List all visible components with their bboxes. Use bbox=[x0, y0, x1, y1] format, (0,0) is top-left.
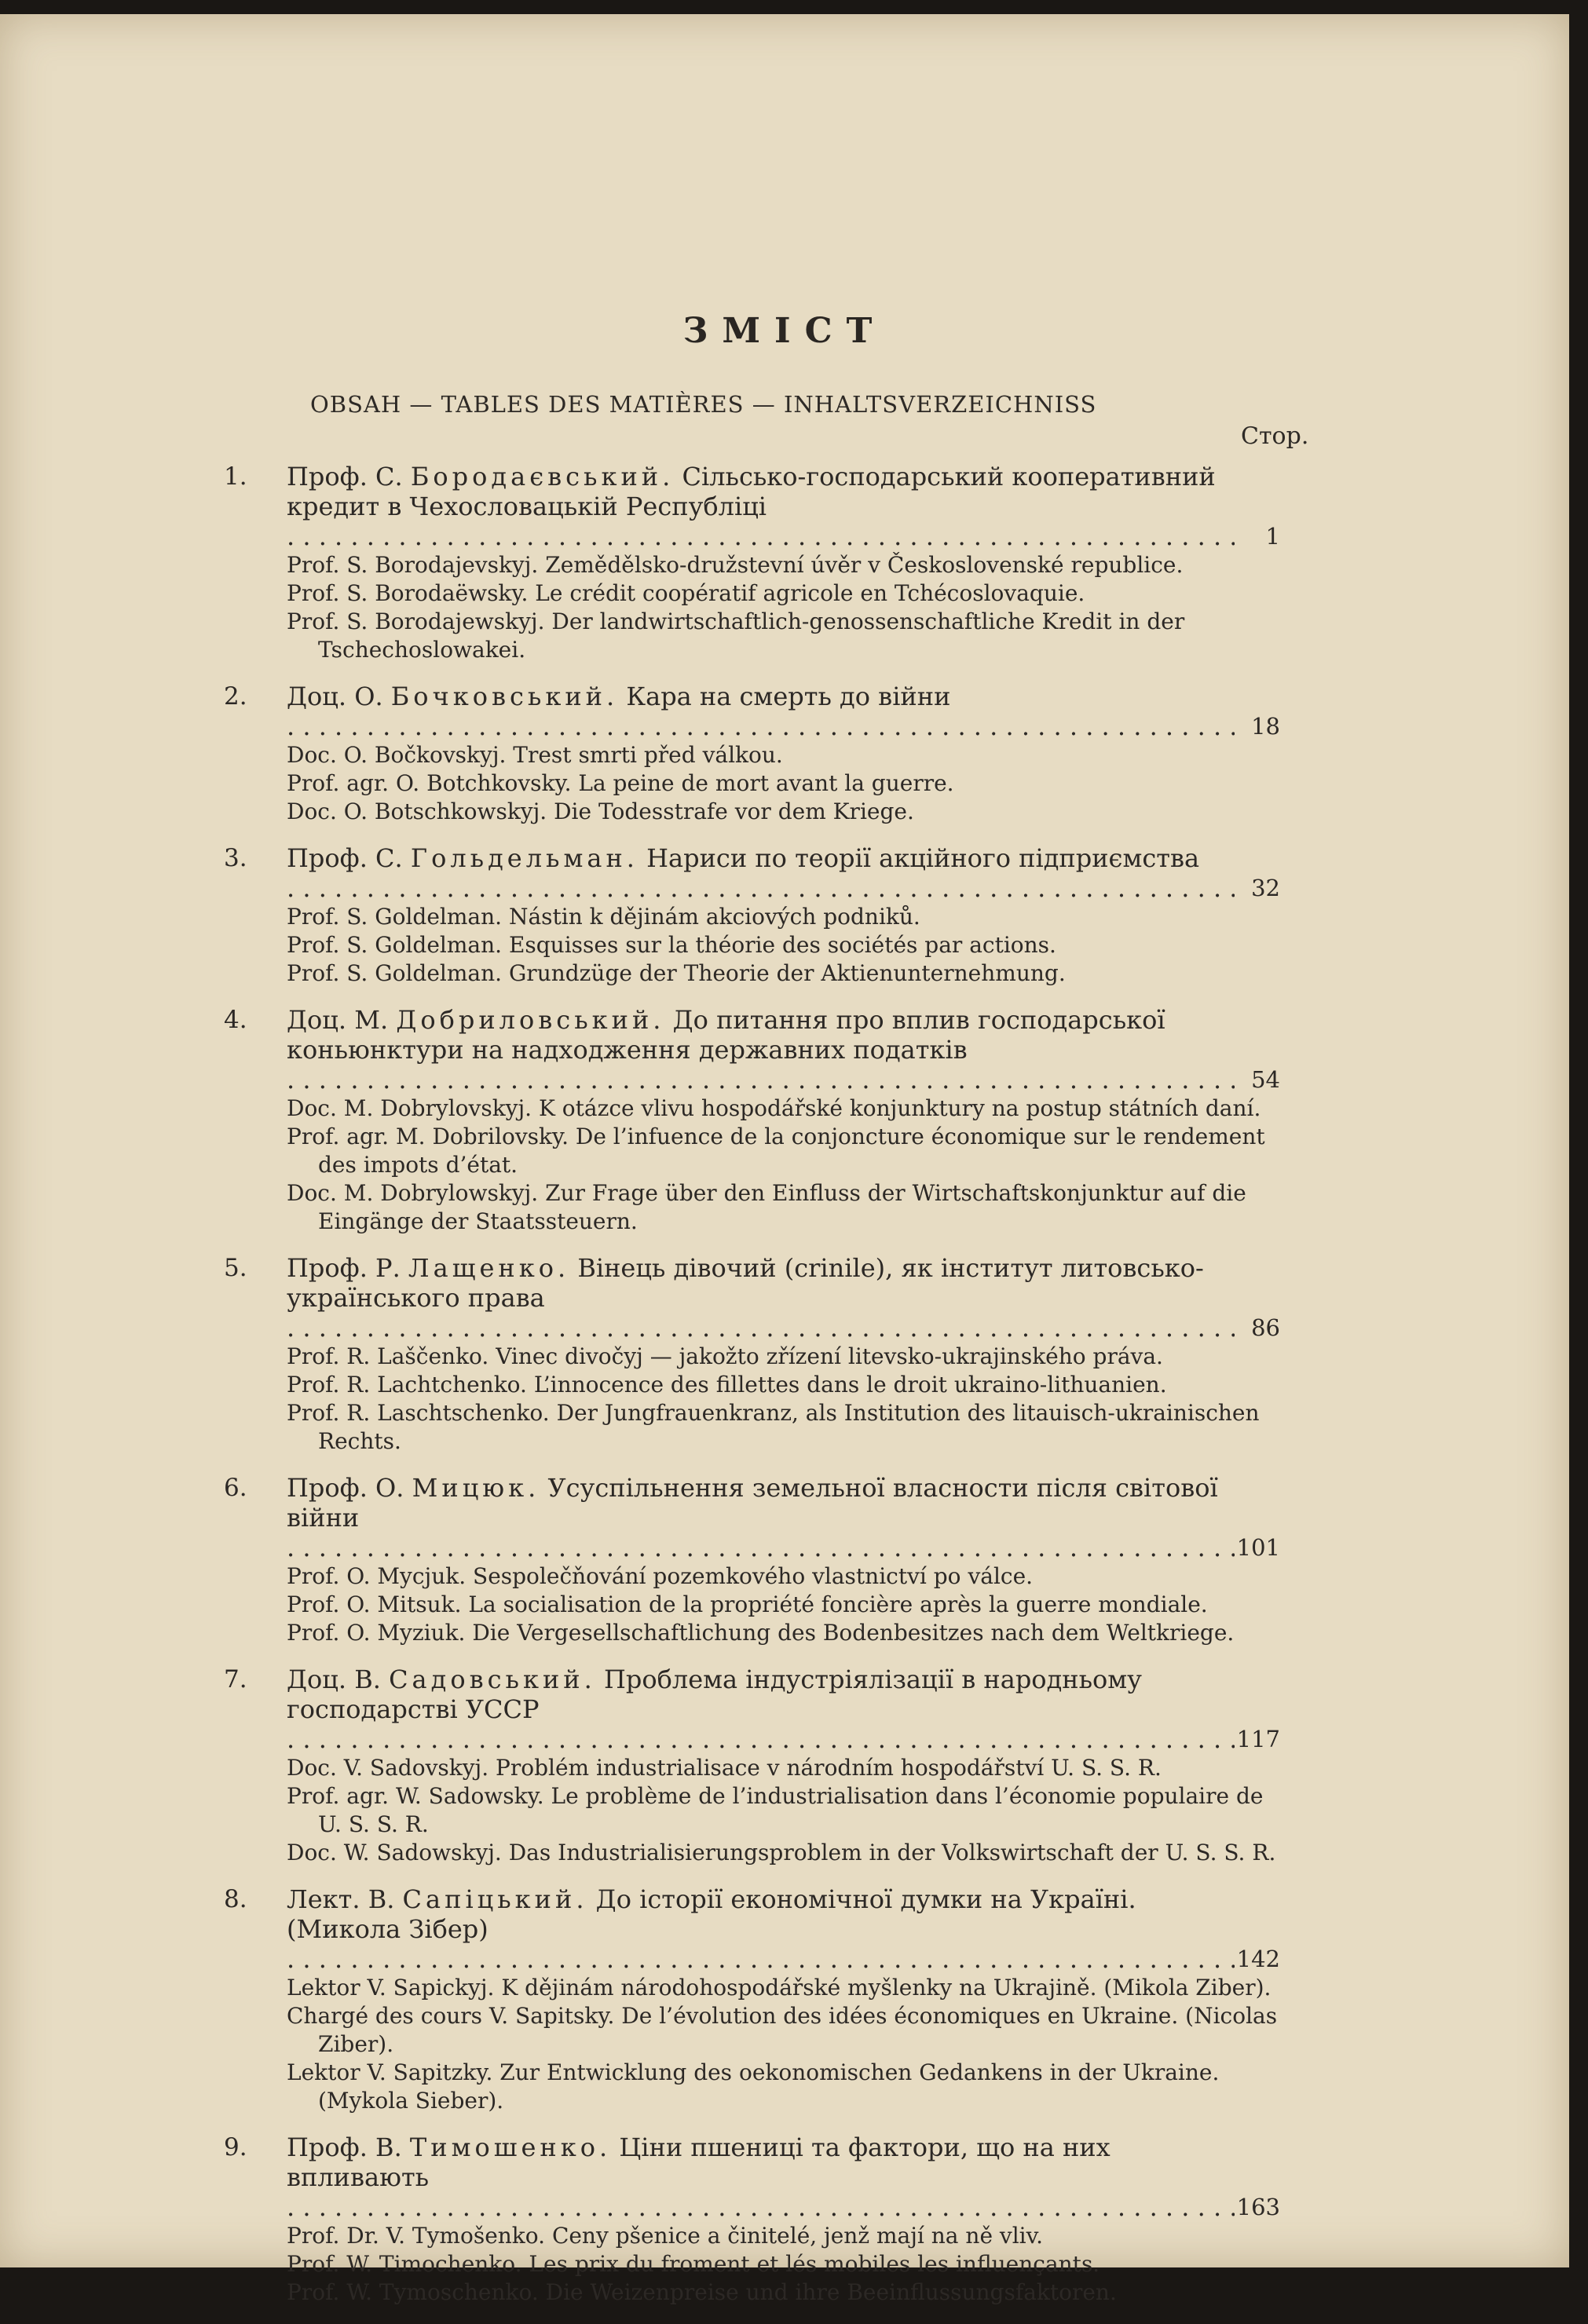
entry-title-line bbox=[287, 1253, 1235, 1343]
translation-line: Prof. agr. O. Botchkovsky. La peine de mort avant la guerre. bbox=[287, 770, 954, 796]
entry-author-prefix: Проф. С. bbox=[287, 462, 403, 491]
page-subtitle: OBSAH — TABLES DES MATIÈRES — INHALTSVERZEICHNISS bbox=[310, 391, 1097, 418]
translation-line: Prof. W. Timochenko. Les prix du froment et lés mobiles les influençants. bbox=[287, 2251, 1100, 2277]
entry-title-line bbox=[287, 843, 1235, 903]
entry-heading bbox=[287, 1253, 1280, 1343]
translation-line: Lektor V. Sapickyj. K dějinám národohospodářské myšlenky na Ukrajině. (Mikola Ziber). bbox=[287, 1975, 1271, 2001]
entry-number: 4. bbox=[224, 1006, 247, 1034]
toc-entry bbox=[224, 1664, 1280, 1867]
entry-author-prefix: Доц. О. bbox=[287, 681, 383, 711]
entry-page-number: 54 bbox=[1251, 1066, 1280, 1093]
entry-author-prefix: Проф. С. bbox=[287, 843, 403, 873]
entry-heading bbox=[287, 681, 1280, 741]
translation-line: Prof. O. Mitsuk. La socialisation de la propriété foncière après la guerre mondiale. bbox=[287, 1591, 1208, 1617]
entry-title-line bbox=[287, 1664, 1235, 1754]
entry-translations bbox=[287, 741, 1280, 826]
translation-line: Prof. W. Tymoschenko. Die Weizenpreise und ihre Beeinflussungsfaktoren. bbox=[287, 2279, 1117, 2305]
translation-line: Prof. agr. W. Sadowsky. Le problème de l’industrialisation dans l’économie populaire de U. S. S. R. bbox=[287, 1783, 1264, 1837]
entry-author: Лащенко. bbox=[408, 1253, 570, 1283]
translation-line: Prof. S. Borodajewskyj. Der landwirtschaftlich-genossenschaftliche Kredit in der Tschechoslowakei. bbox=[287, 608, 1185, 663]
toc-list bbox=[224, 462, 1280, 2324]
translation-line: Prof. O. Mycjuk. Sespolečňování pozemkového vlastnictví po válce. bbox=[287, 1563, 1034, 1589]
entry-number: 2. bbox=[224, 682, 247, 711]
entry-body bbox=[287, 1253, 1280, 1456]
entry-page-number: 101 bbox=[1236, 1534, 1280, 1561]
translation-line: Prof. S. Goldelman. Grundzüge der Theorie der Aktienunternehmung. bbox=[287, 960, 1066, 986]
entry-heading bbox=[287, 1884, 1280, 1974]
page bbox=[0, 14, 1569, 2305]
entry-author: Мицюк. bbox=[412, 1473, 540, 1503]
entry-author: Садовський. bbox=[389, 1664, 596, 1694]
entry-number: 7. bbox=[224, 1665, 247, 1694]
entry-body bbox=[287, 1473, 1280, 1647]
toc-entry bbox=[224, 1253, 1280, 1456]
entry-title-line bbox=[287, 681, 1235, 741]
translation-line: Prof. R. Lachtchenko. L’innocence des fillettes dans le droit ukraino-lithuanien. bbox=[287, 1372, 1167, 1398]
entry-heading bbox=[287, 462, 1280, 551]
entry-translations bbox=[287, 1754, 1280, 1867]
entry-title: До історії економічної думки на Україні. (Микола Зібер) bbox=[287, 1884, 1136, 1944]
entry-title: Усуспільнення земельної власности після світової війни bbox=[287, 1473, 1218, 1533]
entry-number: 1. bbox=[224, 462, 247, 491]
entry-title-line bbox=[287, 1005, 1235, 1094]
entry-author: Сапіцький. bbox=[402, 1884, 588, 1914]
translation-line: Doc. O. Bočkovskyj. Trest smrti před válkou. bbox=[287, 742, 783, 768]
translation-line: Doc. V. Sadovskyj. Problém industrialisace v národním hospodářství U. S. S. R. bbox=[287, 1755, 1162, 1781]
entry-title: Сільсько-господарський кооперативний кредит в Чехословацькій Республіці bbox=[287, 462, 1216, 521]
page-column-label: Стор. bbox=[1241, 422, 1309, 450]
entry-page-number: 32 bbox=[1251, 875, 1280, 901]
translation-line: Prof. R. Laschtschenko. Der Jungfrauenkranz, als Institution des litauisch-ukrainischen Rechts. bbox=[287, 1400, 1260, 1454]
translation-line: Doc. M. Dobrylowskyj. Zur Frage über den Einfluss der Wirtschaftskonjunktur auf die Eingänge der Staatssteuern. bbox=[287, 1180, 1246, 1234]
entry-author: Гольдельман. bbox=[410, 843, 638, 873]
entry-translations bbox=[287, 2222, 1280, 2307]
entry-translations bbox=[287, 1562, 1280, 1647]
translation-line: Doc. M. Dobrylovskyj. K otázce vlivu hospodářské konjunktury na postup státních daní. bbox=[287, 1095, 1261, 1121]
entry-page-number: 163 bbox=[1236, 2194, 1280, 2220]
toc-entry bbox=[224, 843, 1280, 988]
entry-title-line bbox=[287, 1884, 1235, 1974]
entry-number: 9. bbox=[224, 2133, 247, 2161]
entry-title: Вінець дівочий (crinile), як інститут литовсько-українського права bbox=[287, 1253, 1204, 1313]
translation-line: Prof. Dr. V. Tymošenko. Ceny pšenice a činitelé, jenž mají na ně vliv. bbox=[287, 2223, 1044, 2249]
translation-line: Chargé des cours V. Sapitsky. De l’évolution des idées économiques en Ukraine. (Nicolas Ziber). bbox=[287, 2003, 1278, 2057]
entry-heading bbox=[287, 1664, 1280, 1754]
entry-heading bbox=[287, 843, 1280, 903]
entry-page-number: 86 bbox=[1251, 1314, 1280, 1341]
entry-translations bbox=[287, 551, 1280, 664]
translation-line: Doc. W. Sadowskyj. Das Industrialisierungsproblem in der Volkswirtschaft der U. S. S. R. bbox=[287, 1840, 1276, 1865]
entry-title-line bbox=[287, 462, 1235, 551]
page-title: ЗМІСТ bbox=[682, 311, 887, 351]
entry-title: Кара на смерть до війни bbox=[626, 681, 951, 711]
entry-body bbox=[287, 1005, 1280, 1236]
entry-translations bbox=[287, 1974, 1280, 2115]
entry-page-number: 1 bbox=[1265, 523, 1280, 550]
entry-author-prefix: Проф. Р. bbox=[287, 1253, 401, 1283]
toc-entry bbox=[224, 1884, 1280, 2115]
entry-body bbox=[287, 1664, 1280, 1867]
entry-title: Нариси по теорії акційного підприємства bbox=[646, 843, 1200, 873]
toc-entry bbox=[224, 1473, 1280, 1647]
entry-author-prefix: Проф. О. bbox=[287, 1473, 404, 1503]
entry-number: 3. bbox=[224, 844, 247, 872]
translation-line: Prof. S. Borodajevskyj. Zemědělsko-družstevní úvěr v Československé republice. bbox=[287, 552, 1184, 578]
translation-line: Prof. O. Myziuk. Die Vergesellschaftlichung des Bodenbesitzes nach dem Weltkriege. bbox=[287, 1620, 1235, 1646]
entry-title: Ціни пшениці та фактори, що на них впливають bbox=[287, 2132, 1111, 2192]
translation-line: Prof. agr. M. Dobrilovsky. De l’infuence de la conjoncture économique sur le rendement des impots d’état. bbox=[287, 1124, 1265, 1178]
entry-body bbox=[287, 843, 1280, 988]
translation-line: Prof. S. Goldelman. Esquisses sur la théorie des sociétés par actions. bbox=[287, 932, 1056, 958]
entry-body bbox=[287, 2132, 1280, 2307]
toc-entry bbox=[224, 1005, 1280, 1236]
entry-translations bbox=[287, 903, 1280, 988]
entry-author-prefix: Доц. В. bbox=[287, 1664, 381, 1694]
entry-number: 5. bbox=[224, 1254, 247, 1282]
entry-body bbox=[287, 1884, 1280, 2115]
entry-page-number: 142 bbox=[1236, 1946, 1280, 1972]
translation-line: Doc. O. Botschkowskyj. Die Todesstrafe vor dem Kriege. bbox=[287, 798, 914, 824]
entry-heading bbox=[287, 2132, 1280, 2222]
entry-title-line bbox=[287, 2132, 1235, 2222]
entry-author: Бородаєвський. bbox=[410, 462, 675, 491]
entry-page-number: 18 bbox=[1251, 713, 1280, 740]
entry-translations bbox=[287, 1094, 1280, 1236]
toc-entry bbox=[224, 681, 1280, 826]
entry-author: Тимошенко. bbox=[409, 2132, 612, 2162]
translation-line: Prof. S. Borodaëwsky. Le crédit coopératif agricole en Tchécoslovaquie. bbox=[287, 580, 1085, 606]
entry-title: Проблема індустріялізації в народньому господарстві УССР bbox=[287, 1664, 1142, 1724]
entry-author-prefix: Доц. М. bbox=[287, 1005, 389, 1035]
entry-author: Добриловський. bbox=[396, 1005, 665, 1035]
toc-entry bbox=[224, 462, 1280, 664]
entry-body bbox=[287, 462, 1280, 664]
entry-author: Бочковський. bbox=[390, 681, 619, 711]
entry-number: 8. bbox=[224, 1885, 247, 1913]
translation-line: Lektor V. Sapitzky. Zur Entwicklung des oekonomischen Gedankens in der Ukraine. (Mykola Sieber). bbox=[287, 2059, 1220, 2114]
entry-author-prefix: Проф. В. bbox=[287, 2132, 402, 2162]
entry-page-number: 117 bbox=[1236, 1726, 1280, 1752]
translation-line: Prof. S. Goldelman. Nástin k dějinám akciových podniků. bbox=[287, 904, 920, 930]
entry-title: До питання про вплив господарської коньюнктури на надходження державних податків bbox=[287, 1005, 1165, 1065]
entry-body bbox=[287, 681, 1280, 826]
entry-translations bbox=[287, 1343, 1280, 1456]
translation-line: Prof. R. Laščenko. Vinec divočyj — jakožto zřízení litevsko-ukrajinského práva. bbox=[287, 1343, 1163, 1369]
entry-title-line bbox=[287, 1473, 1235, 1562]
entry-number: 6. bbox=[224, 1474, 247, 1502]
entry-heading bbox=[287, 1473, 1280, 1562]
entry-heading bbox=[287, 1005, 1280, 1094]
entry-author-prefix: Лект. В. bbox=[287, 1884, 395, 1914]
toc-entry bbox=[224, 2132, 1280, 2307]
